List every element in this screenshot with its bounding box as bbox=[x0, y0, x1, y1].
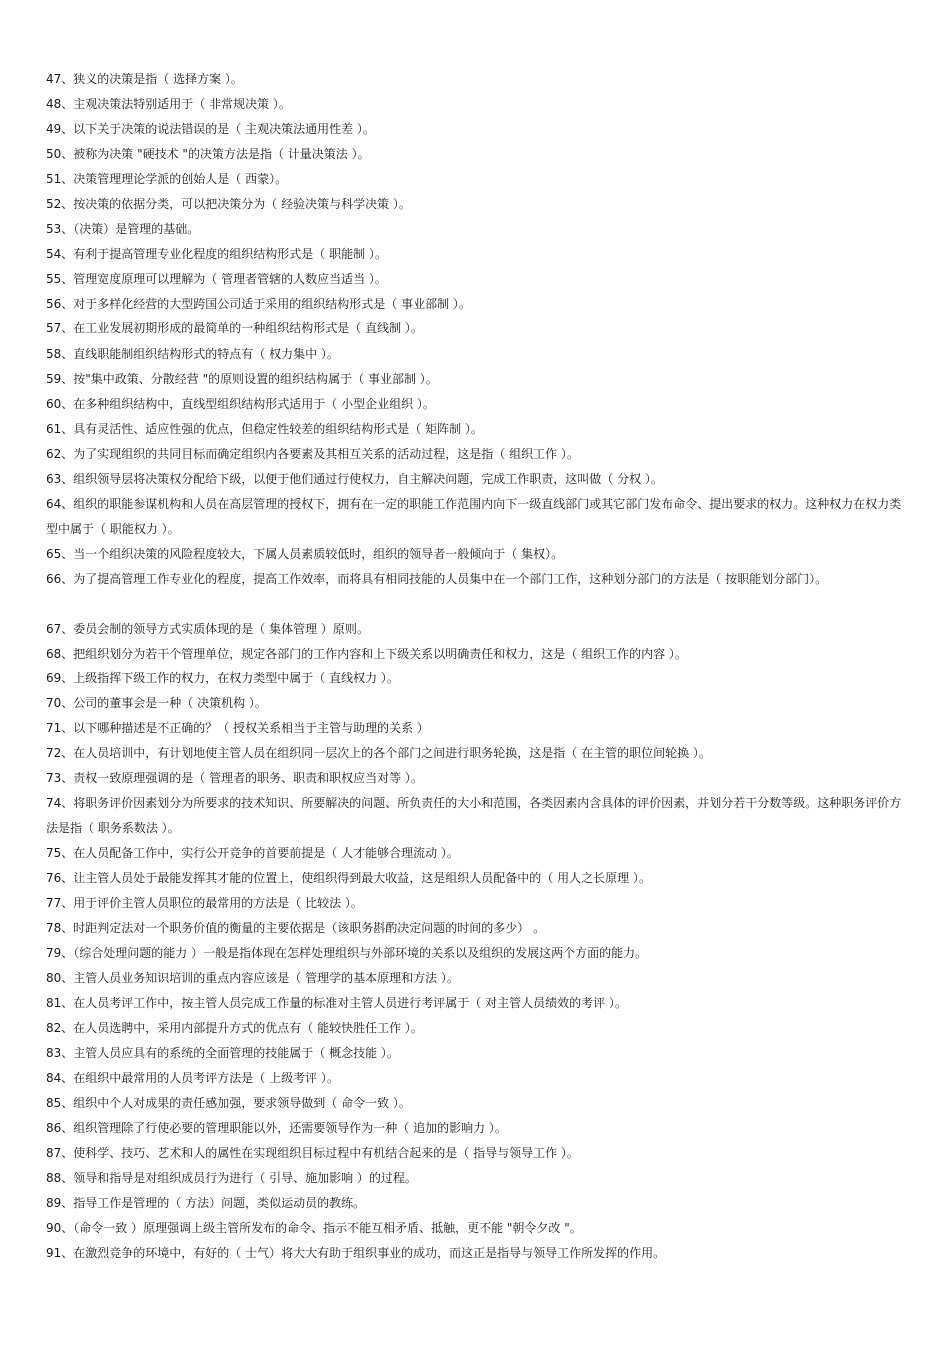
question-62: 62、为了实现组织的共同目标而确定组织内各要素及其相互关系的活动过程，这是指（ 组织工作 ）。 bbox=[46, 447, 579, 461]
question-57: 57、在工业发展初期形成的最简单的一种组织结构形式是（ 直线制 ）。 bbox=[46, 321, 423, 335]
question-76: 76、让主管人员处于最能发挥其才能的位置上，使组织得到最大收益，这是组织人员配备中的（ 用人之长原理 ）。 bbox=[46, 871, 651, 885]
question-84: 84、在组织中最常用的人员考评方法是（ 上级考评 ）。 bbox=[46, 1071, 339, 1085]
question-70: 70、公司的董事会是一种（ 决策机构 ）。 bbox=[46, 696, 267, 710]
question-49: 49、以下关于决策的说法错误的是（ 主观决策法通用性差 ）。 bbox=[46, 122, 375, 136]
question-63: 63、组织领导层将决策权分配给下级，以便于他们通过行使权力，自主解决问题，完成工作职责，这叫做（ 分权 ）。 bbox=[46, 472, 663, 486]
question-88: 88、领导和指导是对组织成员行为进行（ 引导、施加影响 ）的过程。 bbox=[46, 1171, 417, 1185]
question-77: 77、用于评价主管人员职位的最常用的方法是（ 比较法 ）。 bbox=[46, 896, 363, 910]
question-58: 58、直线职能制组织结构形式的特点有（ 权力集中 ）。 bbox=[46, 347, 339, 361]
question-71: 71、以下哪种描述是不正确的？（ 授权关系相当于主管与助理的关系 ） bbox=[46, 721, 429, 735]
question-83: 83、主管人员应具有的系统的全面管理的技能属于（ 概念技能 ）。 bbox=[46, 1046, 399, 1060]
question-64: 64、组织的职能参谋机构和人员在高层管理的授权下，拥有在一定的职能工作范围内向下一级直线部门或其它部门发布命令、提出要求的权力。这种权力在权力类型中属于（ 职能权力 ）。 bbox=[46, 497, 902, 536]
question-82: 82、在人员选聘中，采用内部提升方式的优点有（ 能较快胜任工作 ）。 bbox=[46, 1021, 423, 1035]
question-69: 69、上级指挥下级工作的权力，在权力类型中属于（ 直线权力 ）。 bbox=[46, 671, 399, 685]
question-65: 65、当一个组织决策的风险程度较大，下属人员素质较低时，组织的领导者一般倾向于（ 集权）。 bbox=[46, 547, 564, 561]
question-74: 74、将职务评价因素划分为所要求的技术知识、所要解决的问题、所负责任的大小和范围，各类因素内含具体的评价因素，并划分若干分数等级。这种职务评价方法是指（ 职务系数法 ）。 bbox=[46, 796, 902, 835]
question-75: 75、在人员配备工作中，实行公开竞争的首要前提是（ 人才能够合理流动 ）。 bbox=[46, 846, 459, 860]
question-80: 80、主管人员业务知识培训的重点内容应该是（ 管理学的基本原理和方法 ）。 bbox=[46, 971, 459, 985]
question-60: 60、在多种组织结构中，直线型组织结构形式适用于（ 小型企业组织 ）。 bbox=[46, 397, 435, 411]
question-52: 52、按决策的依据分类，可以把决策分为（ 经验决策与科学决策 ）。 bbox=[46, 197, 411, 211]
question-78: 78、时距判定法对一个职务价值的衡量的主要依据是（该职务斟酌决定问题的时间的多少） 。 bbox=[46, 921, 546, 935]
question-85: 85、组织中个人对成果的责任感加强，要求领导做到（ 命令一致 ）。 bbox=[46, 1096, 411, 1110]
question-81: 81、在人员考评工作中，按主管人员完成工作量的标准对主管人员进行考评属于（ 对主管人员绩效的考评 ）。 bbox=[46, 996, 627, 1010]
question-48: 48、主观决策法特别适用于（ 非常规决策 ）。 bbox=[46, 97, 291, 111]
question-56: 56、对于多样化经营的大型跨国公司适于采用的组织结构形式是（ 事业部制 ）。 bbox=[46, 297, 471, 311]
question-87: 87、使科学、技巧、艺术和人的属性在实现组织目标过程中有机结合起来的是（ 指导与领导工作 ）。 bbox=[46, 1146, 579, 1160]
question-59: 59、按"集中政策、分散经营 "的原则设置的组织结构属于（ 事业部制 ）。 bbox=[46, 372, 438, 386]
question-66: 66、为了提高管理工作专业化的程度，提高工作效率，而将具有相同技能的人员集中在一个部门工作，这种划分部门的方法是（ 按职能划分部门）。 bbox=[46, 572, 828, 586]
question-67: 67、委员会制的领导方式实质体现的是（ 集体管理 ）原则。 bbox=[46, 622, 369, 636]
question-68: 68、把组织划分为若干个管理单位，规定各部门的工作内容和上下级关系以明确责任和权力，这是（ 组织工作的内容 ）。 bbox=[46, 647, 687, 661]
question-47: 47、狭义的决策是指（ 选择方案 ）。 bbox=[46, 72, 243, 86]
question-61: 61、具有灵活性、适应性强的优点，但稳定性较差的组织结构形式是（ 矩阵制 ）。 bbox=[46, 422, 483, 436]
question-79: 79、（综合处理问题的能力 ）一般是指体现在怎样处理组织与外部环境的关系以及组织的发展这两个方面的能力。 bbox=[46, 946, 648, 960]
question-72: 72、在人员培训中，有计划地使主管人员在组织同一层次上的各个部门之间进行职务轮换，这是指（ 在主管的职位间轮换 ）。 bbox=[46, 746, 711, 760]
question-90: 90、（命令一致 ）原理强调上级主管所发布的命令、指示不能互相矛盾、抵触，更不能 "朝令夕改 "。 bbox=[46, 1221, 582, 1235]
question-73: 73、责权一致原理强调的是（ 管理者的职务、职责和职权应当对等 ）。 bbox=[46, 771, 423, 785]
question-89: 89、指导工作是管理的（ 方法）问题，类似运动员的教练。 bbox=[46, 1196, 366, 1210]
question-86: 86、组织管理除了行使必要的管理职能以外，还需要领导作为一种（ 追加的影响力 ）。 bbox=[46, 1121, 507, 1135]
question-50: 50、被称为决策 "硬技术 "的决策方法是指（ 计量决策法 ）。 bbox=[46, 147, 370, 161]
question-55: 55、管理宽度原理可以理解为（ 管理者管辖的人数应当适当 ）。 bbox=[46, 272, 387, 286]
question-51: 51、决策管理理论学派的创始人是（ 西蒙）。 bbox=[46, 172, 288, 186]
question-53: 53、（决策）是管理的基础。 bbox=[46, 222, 200, 236]
question-91: 91、在激烈竞争的环境中，有好的（ 士气）将大大有助于组织事业的成功，而这正是指导与领导工作所发挥的作用。 bbox=[46, 1246, 666, 1260]
question-54: 54、有利于提高管理专业化程度的组织结构形式是（ 职能制 ）。 bbox=[46, 247, 387, 261]
